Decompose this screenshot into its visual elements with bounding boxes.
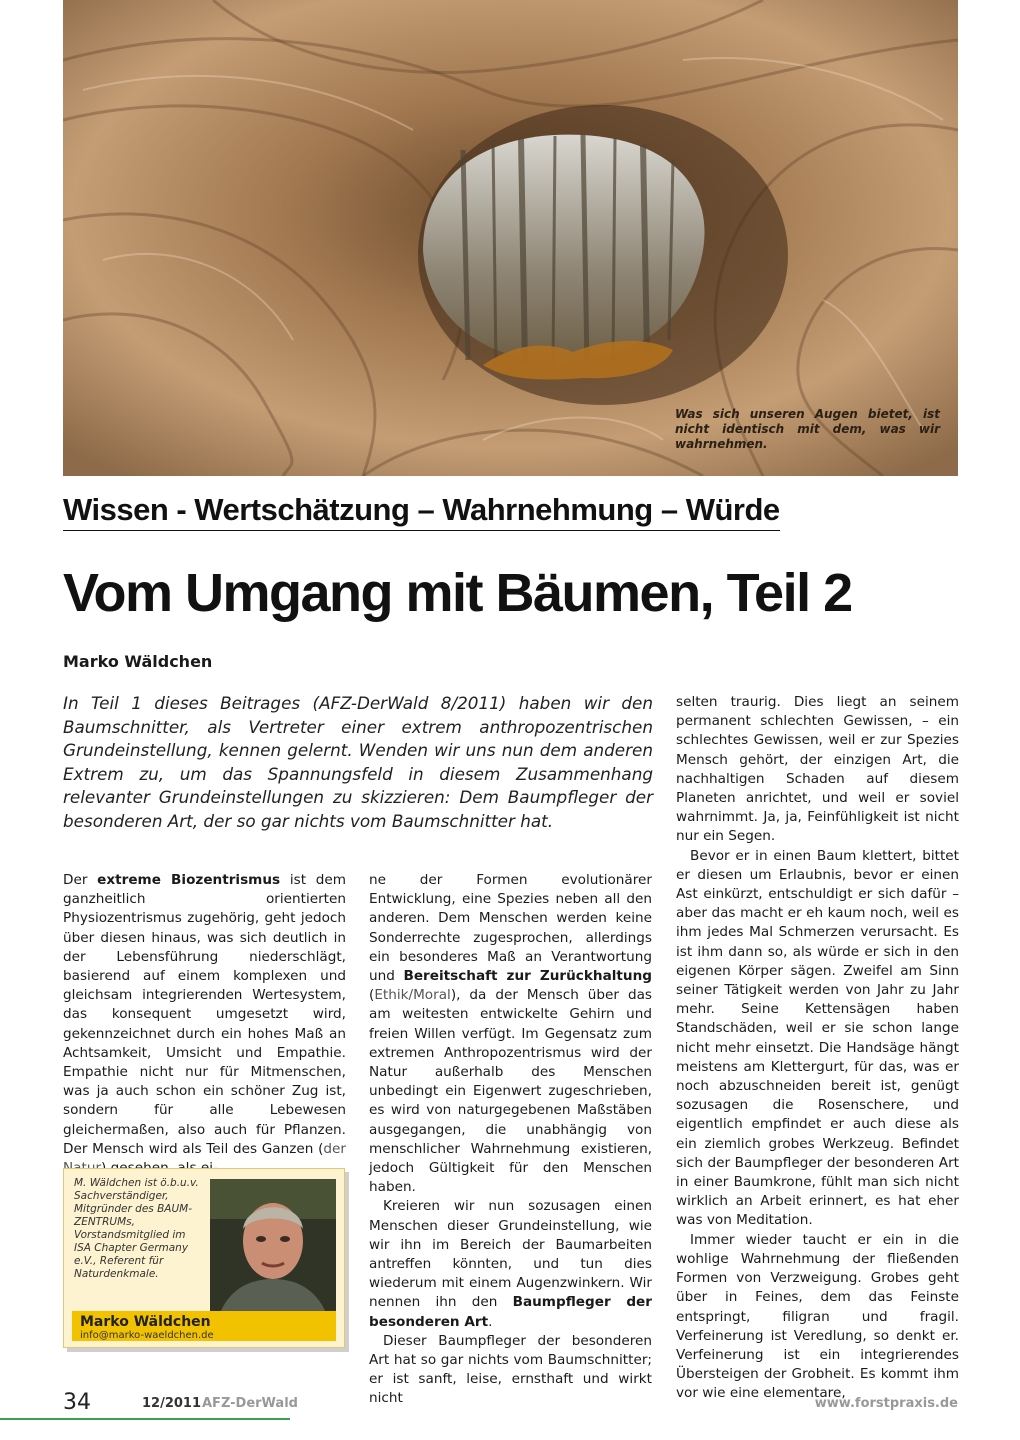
author-photo: [210, 1179, 336, 1313]
paragraph: selten traurig. Dies liegt an seinem permanent schlechten Gewissen, – ein schlechtes Gewissen, weil er zur Spezies Mensch gehört, der einzigen Art, die nachhaltigen Schaden auf diesem Planeten anrichtet, und weil er soviel wahrnimmt. Ja, ja, Feinfühligkeit ist nicht nur ein Segen.: [676, 694, 959, 845]
article-lead: In Teil 1 dieses Beitrages (AFZ-DerWald 8/2011) haben wir den Baumschnitter, als Vertreter einer extrem anthropozentrischen Grundeinstellung, kennen gelernt. Wenden wir uns nun dem anderen Extrem zu, um das Spannungsfeld in diesem Zusammenhang relevanter Grundeinstellungen zu skizzieren: Dem Baumpfleger der besonderen Art, der so gar nichts vom Baumschnitter hat.: [63, 693, 653, 831]
article-author: Marko Wäldchen: [63, 652, 213, 671]
issue-number: 12/2011: [142, 1396, 202, 1411]
page-number: 34: [63, 1390, 91, 1415]
text-column-1: [63, 871, 346, 1178]
paragraph: Immer wieder taucht er ein in die wohlige Wahrnehmung der fließenden Formen von Verzweigung. Grobes geht über in Feines, dem das Feinste entspringt, filigran und fragil. Verfeinerung ist Veredlung, so denkt er. Verfeinerung ist ein integrierendes Übersteigen der Grobheit. Es kommt ihm vor wie eine elementare,: [676, 1231, 959, 1402]
author-bio-name: Marko Wäldchen: [80, 1314, 211, 1330]
text-column-3: [676, 693, 959, 1404]
paragraph: Kreieren wir nun sozusagen einen Menschen dieser Grundeinstellung, wie wir ihn im Bereich der Baumarbeiten antreffen könnten, und tun dies wiederum mit einem Augenzwinkern. Wir nennen ihn den Baumpfleger der besonderen Art.: [369, 1198, 652, 1330]
tree-hollow-illustration: [63, 0, 958, 476]
magazine-name: AFZ-DerWald: [202, 1396, 298, 1411]
author-email[interactable]: info@marko-waeldchen.de: [80, 1330, 214, 1341]
text-column-2: [369, 871, 652, 1409]
paragraph: Dieser Baumpfleger der besonderen Art hat so gar nichts vom Baumschnitter; er ist sanft, leise, ernsthaft und wirkt nicht: [369, 1332, 652, 1407]
article-title: Vom Umgang mit Bäumen, Teil 2: [63, 563, 852, 623]
hero-photo: [63, 0, 958, 476]
portrait-illustration: [210, 1179, 336, 1313]
author-bio-box: [63, 1168, 345, 1348]
footer-rule: [0, 1418, 290, 1420]
paragraph: Bevor er in einen Baum klettert, bittet er diesen um Erlaubnis, bevor er einen Ast einkürzt, entschuldigt er sich dafür – aber das macht er eh kaum noch, weil es ihm jedes Mal Schmerzen verursacht. Es ist ihm dann so, als würde er sich in den eigenen Körper sägen. Zweifel am Sinn seiner Tätigkeit werden von Jahr zu Jahr mehr. Seine Kettensägen haben Standschäden, weil er sie schon lange nicht mehr einsetzt. Die Handsäge hängt meistens am Klettergurt, für das, was er noch abzuschneiden bereit ist, genügt sozusagen die Rosenschere, und eigentlich empfindet er auch diese als ein ziemlich grobes Werkzeug. Befindet sich der Baumpfleger der besonderen Art in einer Baumkrone, fühlt man sich nicht wirklich an Arbeit erinnert, es hat eher was von Meditation.: [676, 847, 959, 1229]
author-bio-text: M. Wäldchen ist ö.b.u.v. Sachverständiger, Mitgründer des BAUM-ZENTRUMs, Vorstandsmitglied im ISA Chapter Germany e.V., Referent für Naturdenkmale.: [74, 1177, 199, 1280]
website-link[interactable]: www.forstpraxis.de: [814, 1396, 958, 1411]
article-kicker: Wissen - Wertschätzung – Wahrnehmung – Würde: [63, 492, 780, 531]
paragraph: ne der Formen evolutionärer Entwicklung, eine Spezies neben all den anderen. Dem Menschen werden keine Sonderrechte zugesprochen, allerdings ein besonderes Maß an Verantwortung und Bereitschaft zur Zurückhaltung (Ethik/Moral), da der Mensch über das am weitesten entwickelte Gehirn und freien Willen verfügt. Im Gegensatz zum extremen Anthropozentrismus wird der Natur außerhalb des Menschen unbedingt ein Eigenwert zugeschrieben, es wird von naturgegebenen Maßstäben ausgegangen, die unabhängig von menschlicher Wahrnehmung existieren, jedoch Gültigkeit für den Menschen haben.: [369, 872, 652, 1196]
photo-caption: Was sich unseren Augen bietet, ist nicht identisch mit dem, was wir wahrnehmen.: [675, 407, 940, 451]
paragraph: Der extreme Biozentrismus ist dem ganzheitlich orientierten Physiozentrismus zugehörig, geht jedoch über diesen hinaus, was sich deutlich in der Lebensführung niederschlägt, basierend auf einem komplexen und gleichsam integrierenden Wertesystem, das konsequent umgesetzt wird, gekennzeichnet durch ein hohes Maß an Achtsamkeit, Umsicht und Empathie. Empathie nicht nur für Mitmenschen, was ja auch schon ein schöner Zug ist, sondern für alle Lebewesen gleichermaßen, also auch für Pflanzen. Der Mensch wird als Teil des Ganzen (der: [63, 872, 346, 1157]
